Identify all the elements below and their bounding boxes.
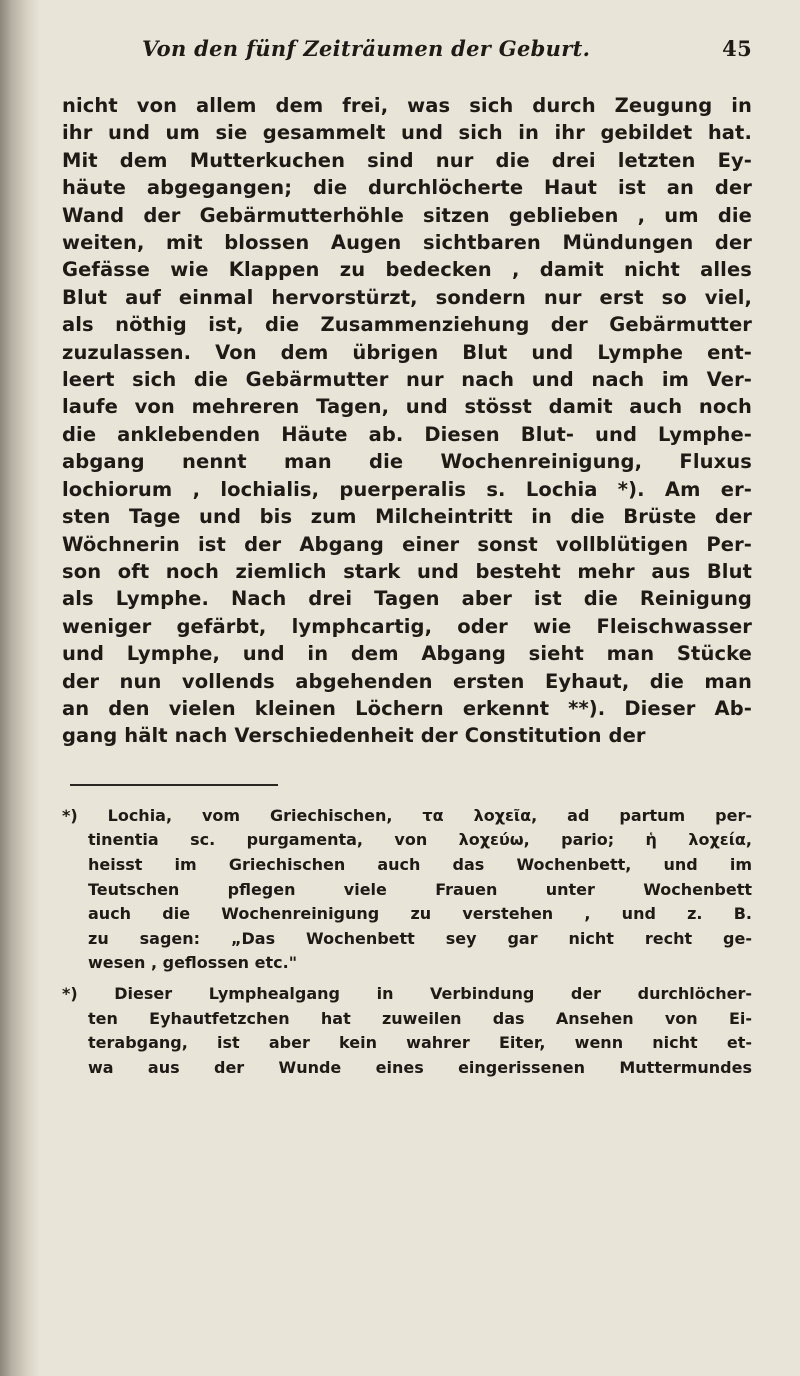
book-spine-shadow [0, 0, 40, 1376]
page-number: 45 [722, 36, 752, 61]
text-line: ihr und um sie gesammelt und sich in ihr gebildet hat. [62, 121, 752, 145]
text-line: laufe von mehreren Tagen, und stösst damit auch noch [62, 395, 752, 419]
text-line: zuzulassen. Von dem übrigen Blut und Lymphe ent- [62, 340, 752, 364]
footnote-line: Teutschen pflegen viele Frauen unter Wochenbett [88, 879, 752, 899]
text-line: Wand der Gebärmutterhöhle sitzen geblieben , um die [62, 203, 752, 227]
footnote-line: wa aus der Wunde eines eingerissenen Muttermundes [88, 1057, 752, 1077]
text-line: sten Tage und bis zum Milcheintritt in die Brüste der [62, 505, 752, 529]
footnote-line: heisst im Griechischen auch das Wochenbett, und im [88, 854, 752, 874]
footnote-line: wesen , geflossen etc." [88, 953, 298, 973]
text-line: nicht von allem dem frei, was sich durch Zeugung in [62, 94, 752, 117]
text-line: Blut auf einmal hervorstürzt, sondern nur erst so viel, [62, 285, 752, 309]
text-line: der nun vollends abgehenden ersten Eyhaut, die man [62, 669, 752, 693]
footnote-line: auch die Wochenreinigung zu verstehen , und z. B. [88, 904, 752, 924]
text-line: als nöthig ist, die Zusammenziehung der Gebärmutter [62, 313, 752, 337]
text-line: Gefässe wie Klappen zu bedecken , damit nicht alles [62, 258, 752, 282]
text-line: weniger gefärbt, lymphcartig, oder wie Fleischwasser [62, 614, 752, 638]
footnote-line: terabgang, ist aber kein wahrer Eiter, wenn nicht et- [88, 1033, 752, 1053]
book-page [62, 30, 752, 1086]
footnote-lochia [62, 804, 752, 976]
footnote-line: tinentia sc. purgamenta, von λοχεύω, pario; ἡ λοχεία, [88, 830, 752, 850]
main-text [62, 92, 752, 750]
text-line: als Lymphe. Nach drei Tagen aber ist die Reinigung [62, 587, 752, 611]
footnotes [62, 804, 752, 1081]
text-line: gang hält nach Verschiedenheit der Constitution der [62, 724, 646, 748]
footnote-line: *) Dieser Lymphealgang in Verbindung der durchlöcher- [62, 983, 752, 1003]
footnote-separator [70, 784, 278, 786]
text-line: son oft noch ziemlich stark und besteht mehr aus Blut [62, 559, 752, 583]
text-line: weiten, mit blossen Augen sichtbaren Mündungen der [62, 231, 752, 255]
footnote-line: *) Lochia, vom Griechischen, τα λοχεῖα, ad partum per- [62, 805, 752, 825]
running-head [62, 30, 752, 70]
footnote-lymphe [62, 982, 752, 1080]
text-line: Wöchnerin ist der Abgang einer sonst vollblütigen Per- [62, 532, 752, 556]
running-head-title: Von den fünf Zeiträumen der Geburt. [142, 36, 591, 61]
text-line: leert sich die Gebärmutter nur nach und nach im Ver- [62, 368, 752, 392]
text-line: häute abgegangen; die durchlöcherte Haut ist an der [62, 176, 752, 200]
text-line: lochiorum , lochialis, puerperalis s. Lochia *). Am er- [62, 477, 752, 501]
text-line: an den vielen kleinen Löchern erkennt **). Dieser Ab- [62, 696, 752, 720]
footnote-line: ten Eyhautfetzchen hat zuweilen das Ansehen von Ei- [88, 1008, 752, 1028]
text-line: Mit dem Mutterkuchen sind nur die drei letzten Ey- [62, 148, 752, 172]
text-line: und Lymphe, und in dem Abgang sieht man Stücke [62, 642, 752, 666]
footnote-line: zu sagen: „Das Wochenbett sey gar nicht recht ge- [88, 928, 752, 948]
text-line: abgang nennt man die Wochenreinigung, Fluxus [62, 450, 752, 474]
text-line: die anklebenden Häute ab. Diesen Blut- und Lymphe- [62, 422, 752, 446]
